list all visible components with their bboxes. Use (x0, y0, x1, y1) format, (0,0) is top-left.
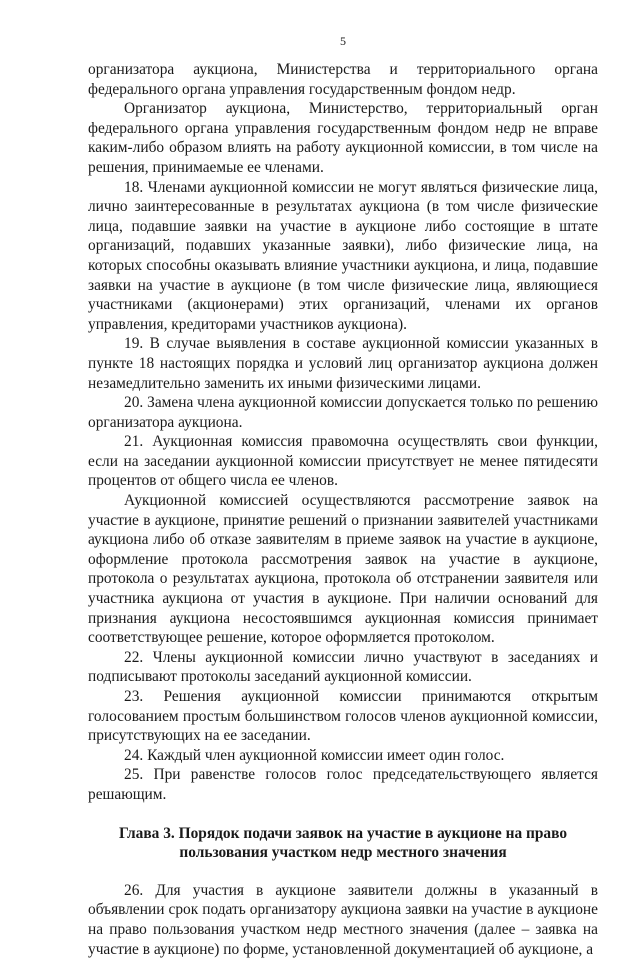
paragraph-19: 19. В случае выявления в составе аукционной комиссии указанных в пункте 18 настоящих порядка и условий лиц организатор аукциона должен незамедлительно заменить их иными физическими лицами. (88, 335, 598, 392)
paragraph-25: 25. При равенстве голосов голос председательствующего является решающим. (88, 766, 598, 803)
paragraph-26: 26. Для участия в аукционе заявители должны в указанный в объявлении срок подать организатору аукциона заявки на участие в аукционе на право пользования участком недр местного значения (далее – заявка на участие в аукционе) по форме, установленной документацией об аукционе, а (88, 881, 598, 958)
paragraph-21: 21. Аукционная комиссия правомочна осуществлять свои функции, если на заседании аукционной комиссии присутствует не менее пятидесяти процентов от общего числа ее членов. (88, 433, 598, 490)
paragraph-18: 18. Членами аукционной комиссии не могут являться физические лица, лично заинтересованные в результатах аукциона (в том числе физические лица, подавшие заявки на участие в аукционе либо состоящие в штате организаций, подавших указанные заявки), либо физические лица, на которых способны оказывать влияние участники аукциона, и лица, подавшие заявки на участие в аукционе (в том числе физические лица, являющиеся участниками (акционерами) этих организаций, членами их органов управления, кредиторами участников аукциона). (88, 178, 598, 333)
paragraph-organizer-restriction: Организатор аукциона, Министерство, территориальный орган федерального органа управления государственным фондом недр не вправе каким-либо образом влиять на работу аукционной комиссии, в том числе на решения, принимаемые ее членами. (88, 100, 598, 176)
document-body (88, 60, 598, 959)
paragraph-20: 20. Замена члена аукционной комиссии допускается только по решению организатора аукциона. (88, 394, 598, 431)
chapter-heading: Глава 3. Порядок подачи заявок на участие в аукционе на право пользования участком недр местного значения (118, 824, 568, 862)
paragraph-continuation: организатора аукциона, Министерства и территориального органа федерального органа управления государственным фондом недр. (88, 61, 598, 98)
paragraph-24: 24. Каждый член аукционной комиссии имеет один голос. (124, 746, 505, 764)
paragraph-23: 23. Решения аукционной комиссии принимаются открытым голосованием простым большинством голосов членов аукционной комиссии, присутствующих на ее заседании. (88, 688, 598, 745)
page-number: 5 (340, 34, 346, 48)
paragraph-commission-duties: Аукционной комиссией осуществляются рассмотрение заявок на участие в аукционе, принятие решений о признании заявителей участниками аукциона либо об отказе заявителям в приеме заявок на участие в аукционе, оформление протокола рассмотрения заявок на участие в аукционе, протокола о результатах аукциона, протокола об отстранении заявителя или участника аукциона от участия в аукционе. При наличии оснований для признания аукциона несостоявшимся аукционная комиссия принимает соответствующее решение, которое оформляется протоколом. (88, 492, 598, 647)
paragraph-22: 22. Члены аукционной комиссии лично участвуют в заседаниях и подписывают протоколы заседаний аукционной комиссии. (88, 648, 598, 686)
